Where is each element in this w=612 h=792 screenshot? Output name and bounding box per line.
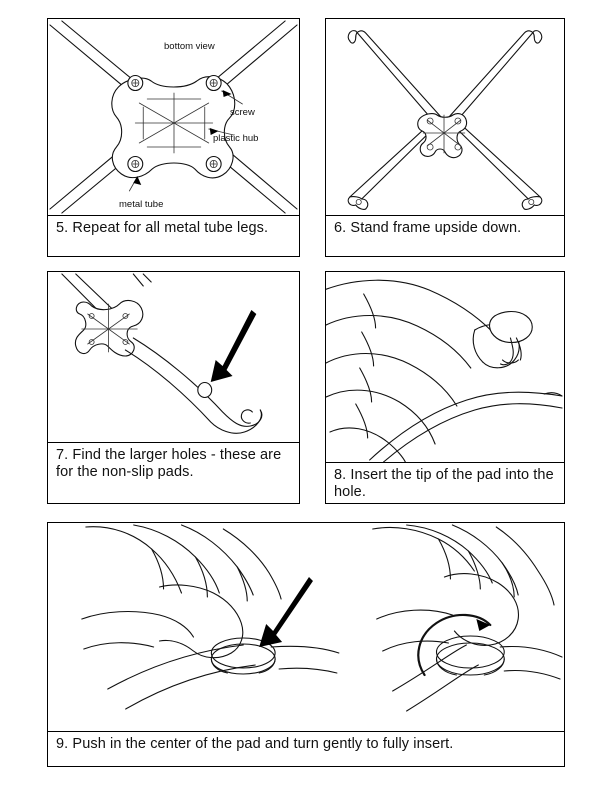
plastic-hub-label: plastic hub <box>213 133 259 144</box>
panel-8-caption: 8. Insert the tip of the pad into the hole. <box>326 462 564 503</box>
panel-5-caption: 5. Repeat for all metal tube legs. <box>48 215 299 256</box>
instruction-panel-6 <box>325 18 565 257</box>
instruction-panel-8 <box>325 271 565 504</box>
bottom-view-hub-diagram <box>48 19 299 215</box>
x-frame-upside-down-diagram <box>326 19 564 215</box>
hands-pushing-and-turning-pad-diagram <box>48 523 564 731</box>
instruction-panel-9 <box>47 522 565 767</box>
panel-7-caption: 7. Find the larger holes - these are for the non-slip pads. <box>48 442 299 503</box>
instruction-panel-5 <box>47 18 300 257</box>
hand-inserting-pad-tip-diagram <box>326 272 564 462</box>
metal-tube-label: metal tube <box>119 199 164 210</box>
bottom-view-label: bottom view <box>164 41 215 52</box>
leg-with-larger-hole-diagram <box>48 272 299 442</box>
panel-9-caption: 9. Push in the center of the pad and turn gently to fully insert. <box>48 731 564 766</box>
panel-6-caption: 6. Stand frame upside down. <box>326 215 564 256</box>
screw-label: screw <box>230 107 255 118</box>
instruction-panel-7 <box>47 271 300 504</box>
